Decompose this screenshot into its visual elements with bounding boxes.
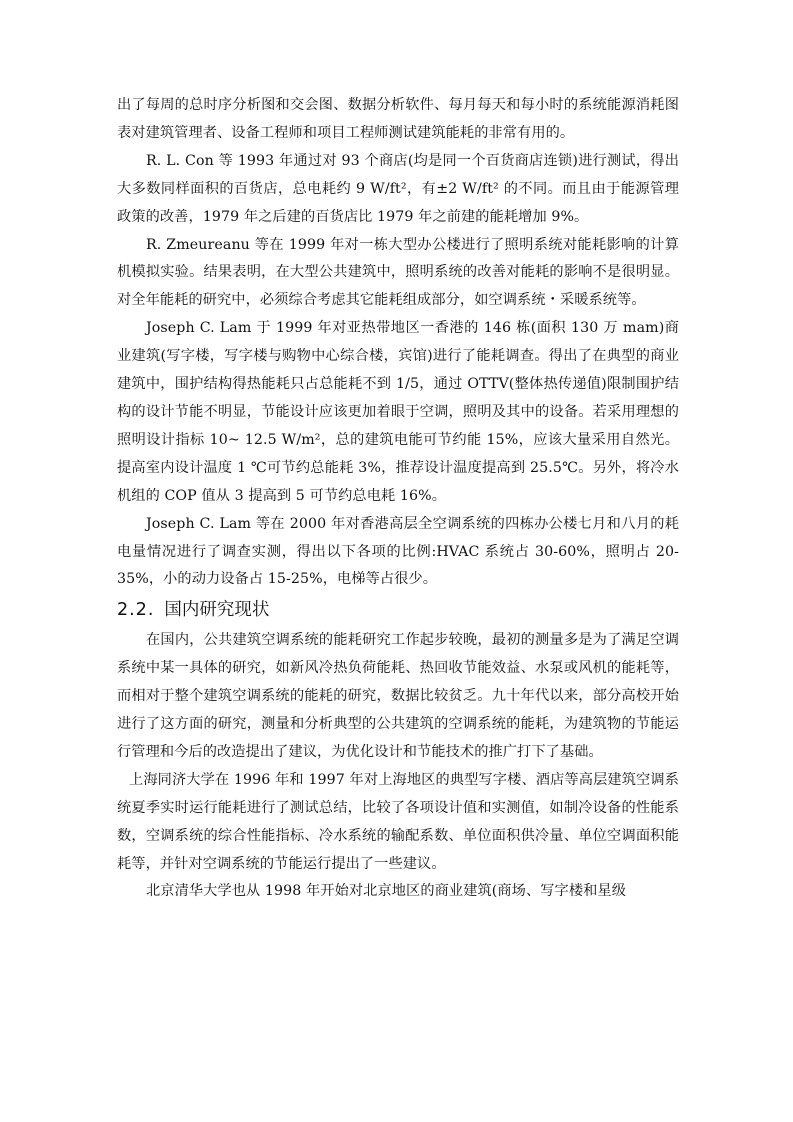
section-number: 2.2.: [117, 600, 155, 621]
paragraph-continuation: 出了每周的总时序分析图和交会图、数据分析软件、每月每天和每小时的系统能源消耗图表对建筑管理者、设备工程师和项目工程师测试建筑能耗的非常有用的。: [117, 97, 679, 141]
section-heading: [117, 596, 679, 624]
paragraph-tongji: 上海同济大学在 1996 年和 1997 年对上海地区的典型写字楼、酒店等高层建筑空调系统夏季实时运行能耗进行了测试总结，比较了各项设计值和实测值，如制冷设备的性能系数，空调系统的综合性能指标、冷水系统的输配系数、单位面积供冷量、单位空调面积能耗等，并针对空调系统的节能运行提出了一些建议。: [117, 771, 679, 872]
page-content: [117, 92, 679, 906]
paragraph-con-1993: R. L. Con 等 1993 年通过对 93 个商店(均是同一个百货商店连锁)进行测试，得出大多数同样面积的百货店，总电耗约 9 W/ft²，有±2 W/ft² 的不同。而且由于能源管理政策的改善，1979 年之后建的百货店比 1979 年之前建的能耗增加 9%。: [117, 152, 679, 225]
paragraph-lam-1999: Joseph C. Lam 于 1999 年对亚热带地区一香港的 146 栋(面积 130 万 mam)商业建筑(写字楼，写字楼与购物中心综合楼，宾馆)进行了能耗调查。得出了在典型的商业建筑中，围护结构得热能耗只占总能耗不到 1/5，通过 OTTV(整体热传递值)限制围护结构的设计节能不明显，节能设计应该更加着眼于空调，照明及其中的设备。若采用理想的照明设计指标 10~ 12.5 W/m²，总的建筑电能可节约能 15%，应该大量采用自然光。提高室内设计温度 1 ℃可节约总能耗 3%，推荐设计温度提高到 25.5℃。另外，将冷水机组的 COP 值从 3 提高到 5 可节约总电耗 16%。: [117, 320, 679, 504]
section-title: 国内研究现状: [164, 600, 270, 621]
paragraph-tsinghua: 北京清华大学也从 1998 年开始对北京地区的商业建筑(商场、写字楼和星级: [146, 883, 626, 900]
paragraph-lam-2000: Joseph C. Lam 等在 2000 年对香港高层全空调系统的四栋办公楼七月和八月的耗电量情况进行了调查实测，得出以下各项的比例:HVAC 系统占 30-60%，照明占 20-35%，小的动力设备占 15-25%，电梯等占很少。: [117, 515, 679, 588]
paragraph-zmeureanu-1999: R. Zmeureanu 等在 1999 年对一栋大型办公楼进行了照明系统对能耗影响的计算机模拟实验。结果表明，在大型公共建筑中，照明系统的改善对能耗的影响不是很明显。对全年能耗的研究中，必须综合考虑其它能耗组成部分，如空调系统・采暖系统等。: [117, 236, 679, 309]
paragraph-domestic-overview: 在国内，公共建筑空调系统的能耗研究工作起步较晚，最初的测量多是为了满足空调系统中某一具体的研究，如新风冷热负荷能耗、热回收节能效益、水泵或风机的能耗等，而相对于整个建筑空调系统的能耗的研究，数据比较贫乏。九十年代以来，部分高校开始进行了这方面的研究，测量和分析典型的公共建筑的空调系统的能耗，为建筑物的节能运行管理和今后的改造提出了建议，为优化设计和节能技术的推广打下了基础。: [117, 632, 679, 760]
